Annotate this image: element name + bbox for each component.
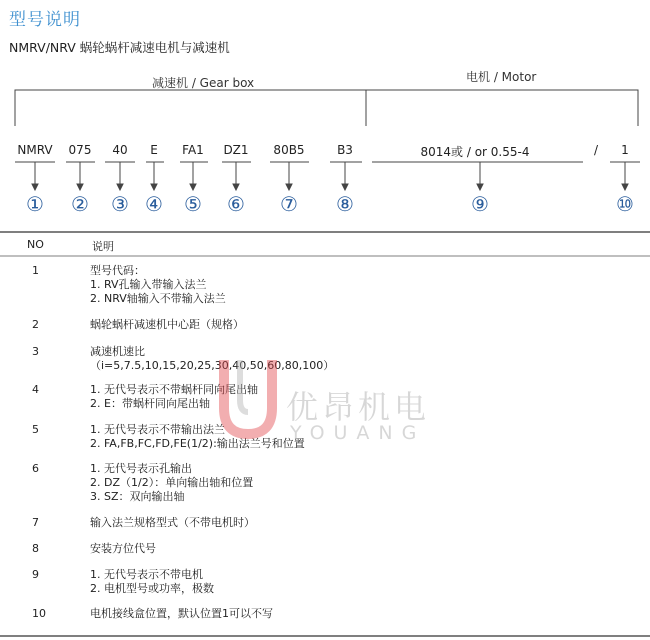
table-row-no: 8 — [32, 542, 39, 555]
table-head-no: NO — [27, 238, 44, 251]
table-row-line: 输入法兰规格型式（不带电机时） — [90, 516, 255, 529]
circled-number: ① — [26, 192, 44, 216]
table-row-no: 7 — [32, 516, 39, 529]
table-row-line: 1. 无代号表示不带电机 — [90, 568, 203, 581]
motor-label: 电机 / Motor — [466, 70, 537, 84]
table-row-desc — [90, 383, 258, 411]
table-row-no: 10 — [32, 607, 46, 620]
pointer-arrowhead — [32, 184, 38, 190]
table-row-no: 5 — [32, 423, 39, 436]
table-row-no: 2 — [32, 318, 39, 331]
table-row-line: 1. 无代号表示不带输出法兰 — [90, 423, 225, 436]
table-row-line: 型号代码： — [90, 264, 145, 277]
table-row-desc — [90, 607, 273, 621]
table-row-line: 电机接线盒位置，默认位置1可以不写 — [90, 607, 273, 620]
page-subtitle: NMRV/NRV 蜗轮蜗杆减速电机与减速机 — [9, 40, 230, 55]
table-row-desc — [90, 345, 334, 373]
circled-number: ⑨ — [471, 192, 489, 216]
table-row-desc — [90, 318, 244, 332]
code-segment: DZ1 — [223, 143, 249, 157]
pointer-arrowhead — [286, 184, 292, 190]
table-row-desc — [90, 264, 226, 306]
table-row-line: 2. FA,FB,FC,FD,FE(1/2):输出法兰号和位置 — [90, 437, 305, 450]
table-row-line: 2. E：带蜗杆同向尾出轴 — [90, 397, 210, 410]
table-row-desc — [90, 462, 253, 504]
table-row-line: 1. 无代号表示不带蜗杆同向尾出轴 — [90, 383, 258, 396]
pointer-arrowhead — [342, 184, 348, 190]
circled-number: ⑩ — [616, 192, 634, 216]
table-row-line: 2. NRV轴输入不带输入法兰 — [90, 292, 226, 305]
code-segment: FA1 — [182, 143, 204, 157]
table-row-no: 4 — [32, 383, 39, 396]
table-row-no: 3 — [32, 345, 39, 358]
code-segment: E — [150, 143, 158, 157]
circled-number: ⑧ — [336, 192, 354, 216]
table-row-line: 1. RV孔输入带输入法兰 — [90, 278, 207, 291]
code-separator: / — [593, 143, 599, 157]
table-row-line: 2. DZ（1/2）：单向输出轴和位置 — [90, 476, 254, 489]
motor-bracket — [366, 90, 638, 126]
table-row-desc — [90, 423, 305, 451]
table-row-no: 6 — [32, 462, 39, 475]
table-row-line: 3. SZ：双向输出轴 — [90, 490, 185, 503]
table-row-line: 2. 电机型号或功率，极数 — [90, 582, 214, 595]
code-segment: NMRV — [17, 143, 53, 157]
table-row-line: 减速机速比 — [90, 345, 145, 358]
table-row-line: 1. 无代号表示孔输出 — [90, 462, 192, 475]
watermark-en: YOUANG — [290, 422, 426, 444]
pointer-arrowhead — [190, 184, 196, 190]
table-row-line: 安装方位代号 — [90, 542, 156, 555]
circled-number: ⑥ — [227, 192, 245, 216]
page-title: 型号说明 — [9, 10, 81, 30]
pointer-arrowhead — [477, 184, 483, 190]
code-segment: 075 — [68, 143, 92, 157]
pointer-arrowhead — [77, 184, 83, 190]
pointer-arrowhead — [151, 184, 157, 190]
code-segment: 80B5 — [273, 143, 305, 157]
gearbox-label: 减速机 / Gear box — [152, 76, 255, 90]
pointer-arrowhead — [233, 184, 239, 190]
table-row-line: （i=5,7.5,10,15,20,25,30,40,50,60,80,100） — [90, 359, 335, 372]
pointer-arrowhead — [117, 184, 123, 190]
circled-number: ⑦ — [280, 192, 298, 216]
circled-number: ⑤ — [184, 192, 202, 216]
pointer-arrowhead — [622, 184, 628, 190]
circled-number: ③ — [111, 192, 129, 216]
circled-number: ④ — [145, 192, 163, 216]
table-row-desc — [90, 542, 156, 556]
table-row-desc — [90, 516, 255, 530]
circled-number: ② — [71, 192, 89, 216]
code-segment: 8014或 / or 0.55-4 — [420, 145, 530, 159]
table-row-desc — [90, 568, 214, 596]
code-segment: 1 — [621, 143, 629, 157]
watermark-cn: 优昂机电 — [286, 388, 431, 426]
code-segment: 40 — [112, 143, 128, 157]
table-row-line: 蜗轮蜗杆减速机中心距（规格） — [90, 318, 244, 331]
table-row-no: 1 — [32, 264, 39, 277]
code-segment: B3 — [337, 143, 353, 157]
table-head-desc: 说明 — [92, 240, 114, 253]
table-row-no: 9 — [32, 568, 39, 581]
gearbox-bracket — [15, 90, 366, 126]
